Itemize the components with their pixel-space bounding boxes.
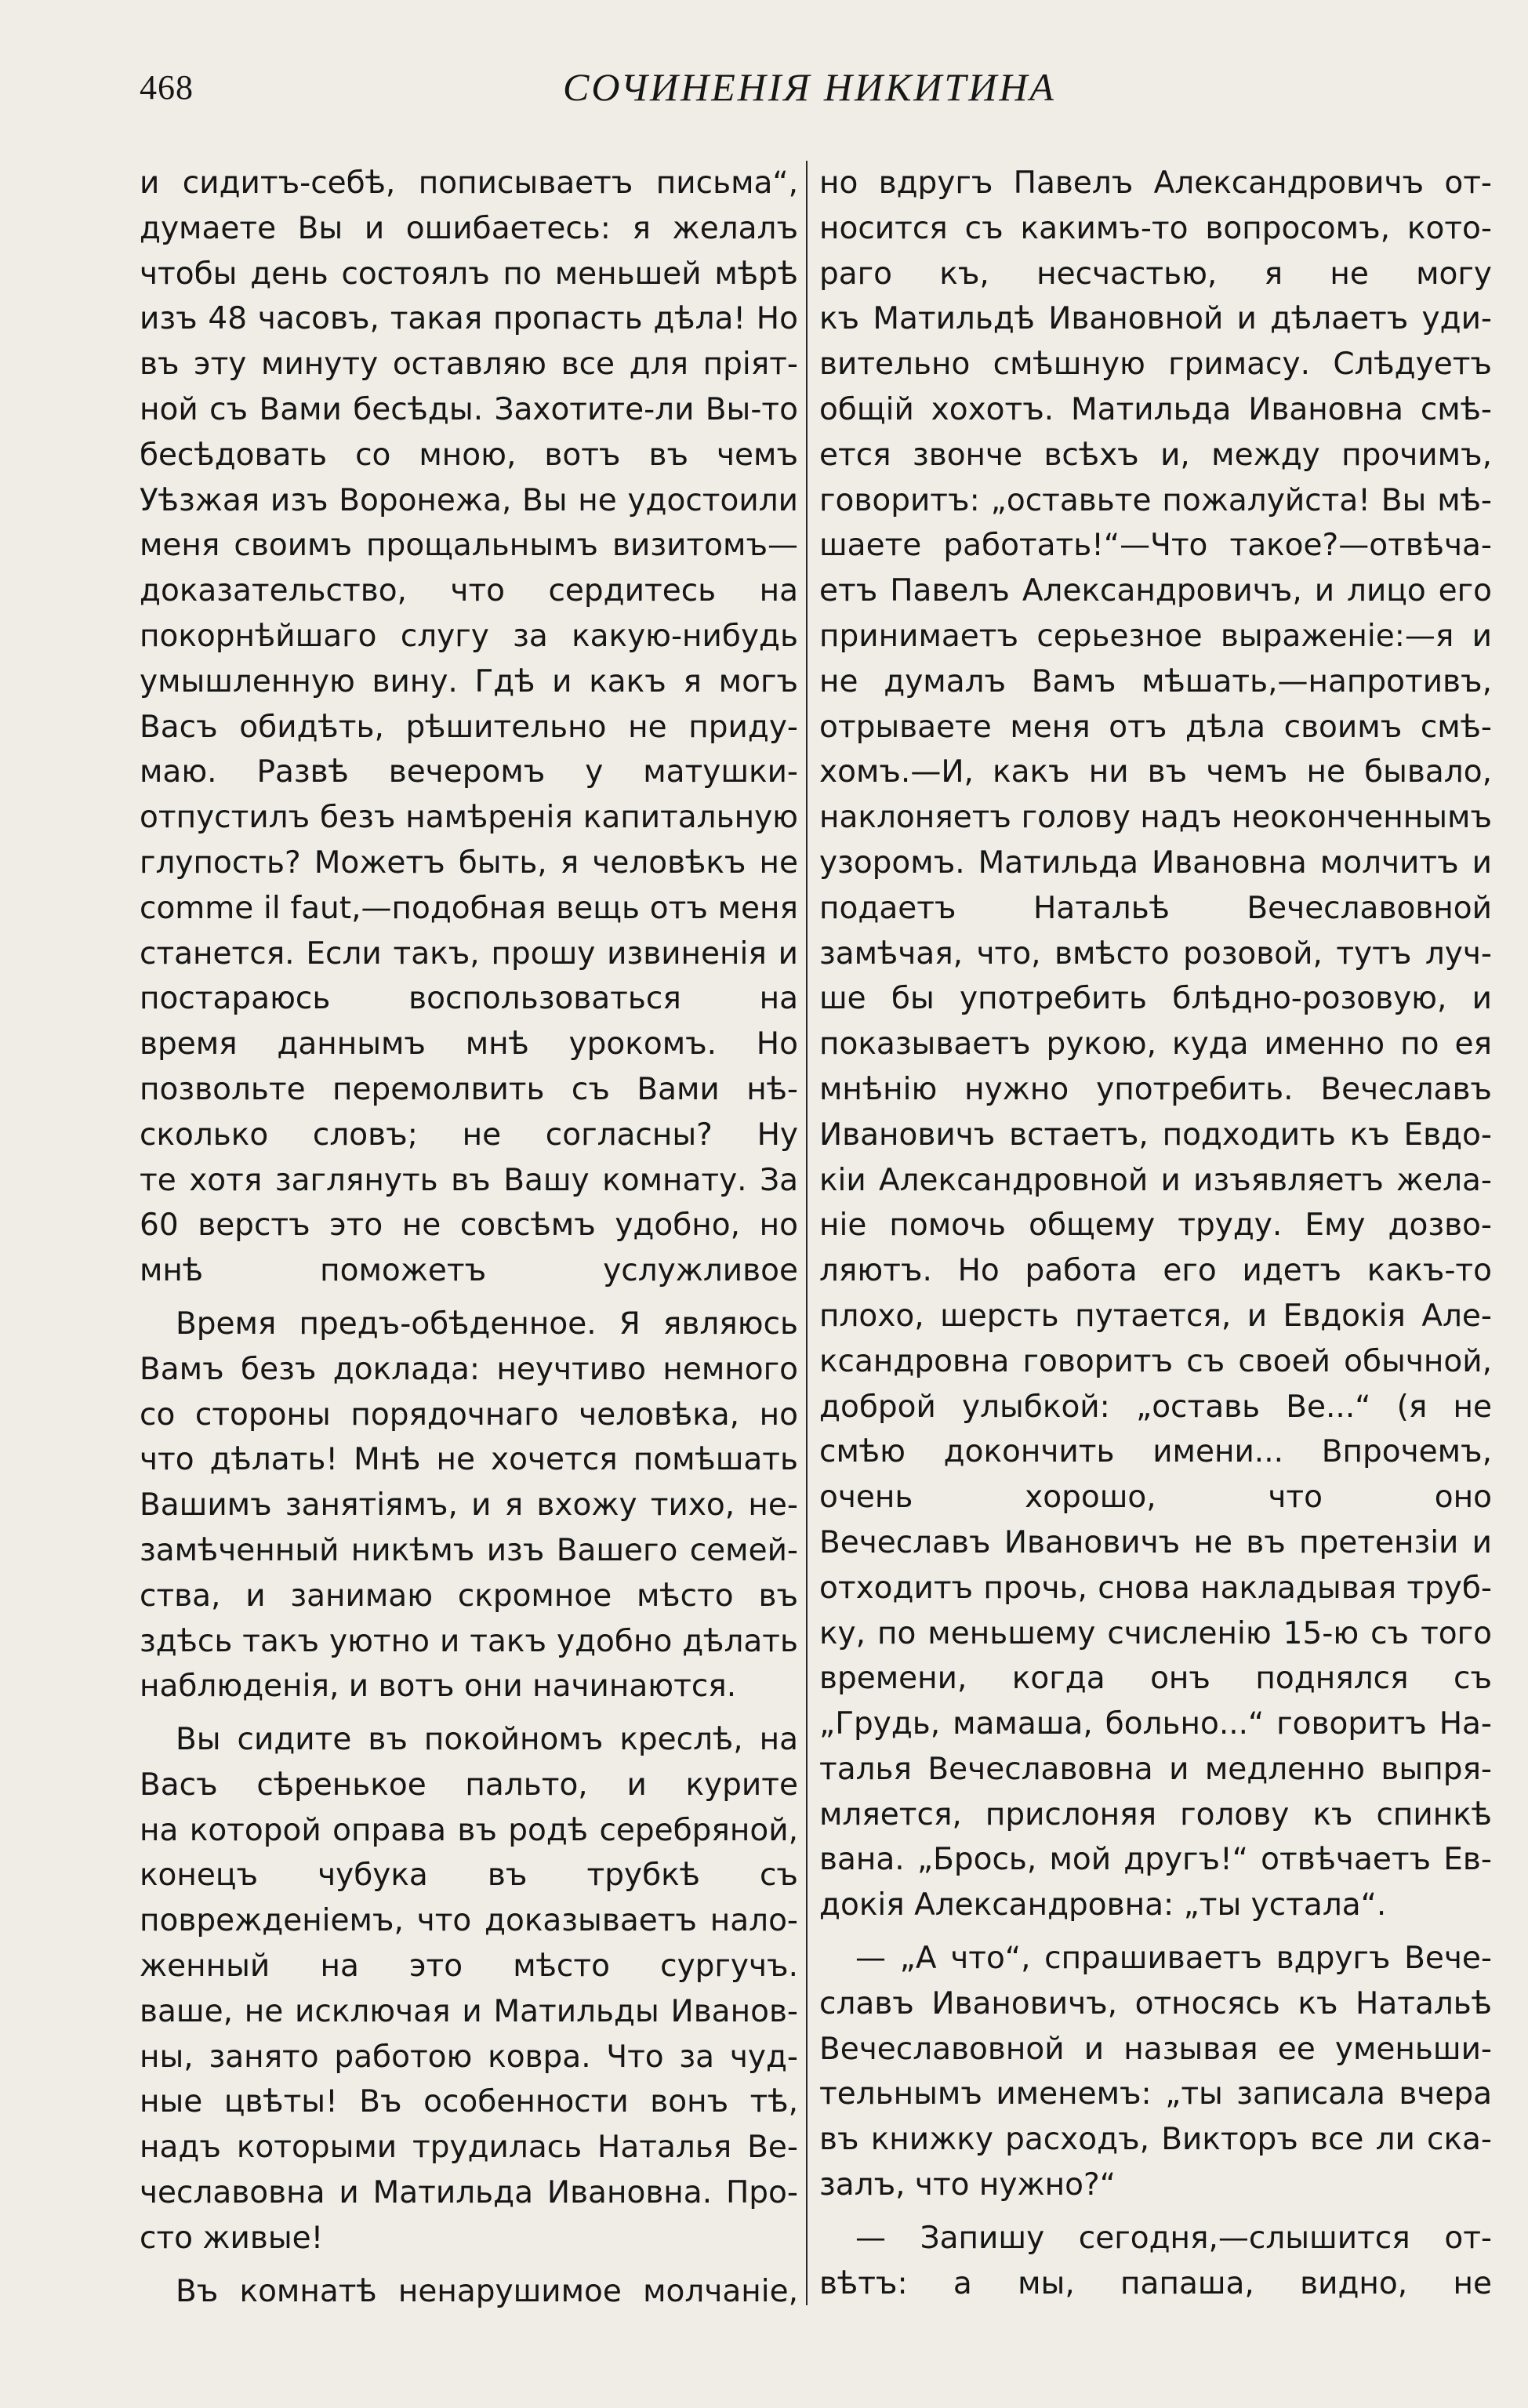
running-title: СОЧИНЕНІЯ НИКИТИНА: [563, 65, 1056, 109]
text-line: вана. „Брось, мой другъ!“ отвѣчаетъ Ев-: [819, 1842, 1492, 1878]
text-line: постараюсь воспользоваться на: [140, 981, 798, 1017]
text-line: 60 верстъ это не совсѣмъ удобно, но: [140, 1208, 798, 1244]
text-line: Уѣзжая изъ Воронежа, Вы не удостоили: [140, 482, 798, 518]
text-line: на которой оправа въ родѣ серебряной,: [140, 1812, 798, 1848]
text-line: comme il faut,—подобная вещь отъ меня: [140, 890, 798, 926]
text-line: мнѣ поможетъ услужливое: [140, 1253, 798, 1289]
text-line: Вечеславъ Ивановичъ не въ претензіи и: [819, 1524, 1492, 1560]
text-line: Время предъ-обѣденное. Я являюсь: [176, 1306, 798, 1342]
text-line: ніе помочь общему труду. Ему дозво-: [819, 1208, 1492, 1244]
paragraph-gap: [819, 1928, 1492, 1936]
text-line: изъ 48 часовъ, такая пропасть дѣла! Но: [140, 301, 798, 337]
left-column: [140, 161, 798, 2314]
text-line: чеславовна и Матильда Ивановна. Про-: [140, 2175, 798, 2211]
text-line: отрываете меня отъ дѣла своимъ смѣ-: [819, 709, 1492, 745]
text-line: отходитъ прочь, снова накладывая труб-: [819, 1570, 1492, 1606]
text-line: узоромъ. Матильда Ивановна молчитъ и: [819, 844, 1492, 881]
text-line: Вечеславовной и называя ее уменьши-: [819, 2031, 1492, 2067]
text-line: говоритъ: „оставьте пожалуйста! Вы мѣ-: [819, 482, 1492, 518]
text-line: ваше, не исключая и Матильды Иванов-: [140, 1993, 798, 2029]
text-line: ксандровна говоритъ съ своей обычной,: [819, 1343, 1492, 1379]
text-line: позвольте перемолвить съ Вами нѣ-: [140, 1071, 798, 1107]
text-line: чтобы день состоялъ по меньшей мѣрѣ: [140, 256, 798, 292]
text-line: вѣтъ: а мы, папаша, видно, не: [819, 2265, 1492, 2301]
text-line: мляется, прислоняя голову къ спинкѣ: [819, 1796, 1492, 1832]
text-line: въ книжку расходъ, Викторъ все ли ска-: [819, 2122, 1492, 2158]
paragraph-gap: [819, 2208, 1492, 2216]
text-line: залъ, что нужно?“: [819, 2167, 1116, 2203]
text-line: со стороны порядочнаго человѣка, но: [140, 1396, 798, 1433]
text-line: станется. Если такъ, прошу извиненія и: [140, 935, 798, 972]
text-line: глупость? Можетъ быть, я человѣкъ не: [140, 844, 798, 881]
text-line: замѣчая, что, вмѣсто розовой, тутъ луч-: [819, 935, 1492, 972]
text-line: те хотя заглянуть въ Вашу комнату. За: [140, 1162, 798, 1198]
text-line: отпустилъ безъ намѣренія капитальную: [140, 800, 798, 836]
text-line: принимаетъ серьезное выраженіе:—я и: [819, 618, 1492, 654]
text-line: поврежденіемъ, что доказываетъ нало-: [140, 1903, 798, 1939]
text-line: Васъ сѣренькое пальто, и курите: [140, 1767, 798, 1803]
text-line: времени, когда онъ поднялся съ: [819, 1661, 1492, 1697]
text-line: талья Вечеславовна и медленно выпря-: [819, 1751, 1492, 1787]
text-line: — Запишу сегодня,—слышится от-: [855, 2220, 1492, 2256]
text-line: надъ которыми трудилась Наталья Ве-: [140, 2130, 798, 2166]
text-line: Въ комнатѣ ненарушимое молчаніе,: [176, 2273, 798, 2309]
text-line: но вдругъ Павелъ Александровичъ от-: [819, 165, 1492, 201]
text-line: не думалъ Вамъ мѣшать,—напротивъ,: [819, 663, 1492, 699]
text-line: показываетъ рукою, куда именно по ея: [819, 1026, 1492, 1062]
text-line: время даннымъ мнѣ урокомъ. Но: [140, 1026, 798, 1062]
text-line: ше бы употребить блѣдно-розовую, и: [819, 981, 1492, 1017]
text-line: доброй улыбкой: „оставь Ве...“ (я не: [819, 1389, 1492, 1425]
text-line: ства, и занимаю скромное мѣсто въ: [140, 1578, 798, 1614]
text-line: ные цвѣты! Въ особенности вонъ тѣ,: [140, 2084, 798, 2120]
text-line: Вашимъ занятіямъ, и я вхожу тихо, не-: [140, 1487, 798, 1524]
text-line: что дѣлать! Мнѣ не хочется помѣшать: [140, 1442, 798, 1478]
text-line: думаете Вы и ошибаетесь: я желалъ: [140, 210, 798, 246]
text-line: смѣю докончить имени... Впрочемъ,: [819, 1434, 1492, 1470]
text-line: ку, по меньшему счисленію 15-ю съ того: [819, 1615, 1492, 1651]
text-line: ны, занято работою ковра. Что за чуд-: [140, 2039, 798, 2075]
text-line: къ Матильдѣ Ивановной и дѣлаетъ уди-: [819, 301, 1492, 337]
text-line: бесѣдовать со мною, вотъ въ чемъ: [140, 437, 798, 473]
right-column: [819, 161, 1492, 2306]
text-line: въ эту минуту оставляю все для пріят-: [140, 347, 798, 383]
text-line: доказательство, что сердитесь на: [140, 573, 798, 609]
text-line: шаете работать!“—Что такое?—отвѣча-: [819, 528, 1492, 564]
text-line: Вамъ безъ доклада: неучтиво немного: [140, 1351, 798, 1387]
text-line: етъ Павелъ Александровичъ, и лицо его: [819, 573, 1492, 609]
column-rule: [806, 161, 808, 2305]
text-line: мнѣнію нужно употребить. Вечеславъ: [819, 1071, 1492, 1107]
text-line: женный на это мѣсто сургучъ.: [140, 1949, 798, 1985]
text-line: Ивановичъ встаетъ, подходить къ Евдо-: [819, 1117, 1492, 1153]
text-line: и сидитъ-себѣ, пописываетъ письма“,: [140, 165, 798, 201]
text-line: конецъ чубука въ трубкѣ съ: [140, 1858, 798, 1894]
text-line: тельнымъ именемъ: „ты записала вчера: [819, 2076, 1492, 2112]
text-line: сто живые!: [140, 2220, 324, 2256]
text-line: „Грудь, мамаша, больно...“ говоритъ На-: [819, 1706, 1492, 1742]
text-line: Вы сидите въ покойномъ креслѣ, на: [176, 1722, 798, 1758]
text-line: хомъ.—И, какъ ни въ чемъ не бывало,: [819, 754, 1492, 790]
paragraph-gap: [140, 1709, 798, 1717]
text-line: кіи Александровной и изъявляетъ жела-: [819, 1162, 1492, 1198]
text-line: носится съ какимъ-то вопросомъ, кото-: [819, 210, 1492, 246]
page-number: 468: [140, 68, 194, 107]
text-line: наклоняетъ голову надъ неоконченнымъ: [819, 800, 1492, 836]
text-line: наблюденія, и вотъ они начинаются.: [140, 1669, 737, 1705]
text-line: докія Александровна: „ты устала“.: [819, 1887, 1387, 1923]
text-line: ляютъ. Но работа его идетъ какъ-то: [819, 1253, 1492, 1289]
text-line: покорнѣйшаго слугу за какую-нибудь: [140, 618, 798, 654]
text-line: общій хохотъ. Матильда Ивановна смѣ-: [819, 391, 1492, 427]
text-line: умышленную вину. Гдѣ и какъ я могъ: [140, 663, 798, 699]
text-line: подаетъ Натальѣ Вечеславовной: [819, 890, 1492, 926]
text-line: раго къ, несчастью, я не могу: [819, 256, 1492, 292]
paragraph-gap: [140, 2261, 798, 2269]
text-line: Васъ обидѣть, рѣшительно не приду-: [140, 709, 798, 745]
text-line: замѣченный никѣмъ изъ Вашего семей-: [140, 1532, 798, 1568]
text-line: маю. Развѣ вечеромъ у матушки-: [140, 754, 798, 790]
text-line: очень хорошо, что оно: [819, 1480, 1492, 1516]
running-head: [140, 61, 1488, 116]
text-line: плохо, шерсть путается, и Евдокія Але-: [819, 1298, 1492, 1334]
text-line: вительно смѣшную гримасу. Слѣдуетъ: [819, 347, 1492, 383]
text-line: здѣсь такъ уютно и такъ удобно дѣлать: [140, 1623, 798, 1659]
text-line: ется звонче всѣхъ и, между прочимъ,: [819, 437, 1492, 473]
text-line: сколько словъ; не согласны? Ну: [140, 1117, 798, 1153]
text-line: — „А что“, спрашиваетъ вдругъ Вече-: [855, 1941, 1492, 1977]
paragraph-gap: [140, 1294, 798, 1302]
text-line: меня своимъ прощальнымъ визитомъ—: [140, 528, 798, 564]
text-line: ной съ Вами бесѣды. Захотите-ли Вы-то: [140, 391, 798, 427]
text-line: славъ Ивановичъ, относясь къ Натальѣ: [819, 1985, 1492, 2021]
